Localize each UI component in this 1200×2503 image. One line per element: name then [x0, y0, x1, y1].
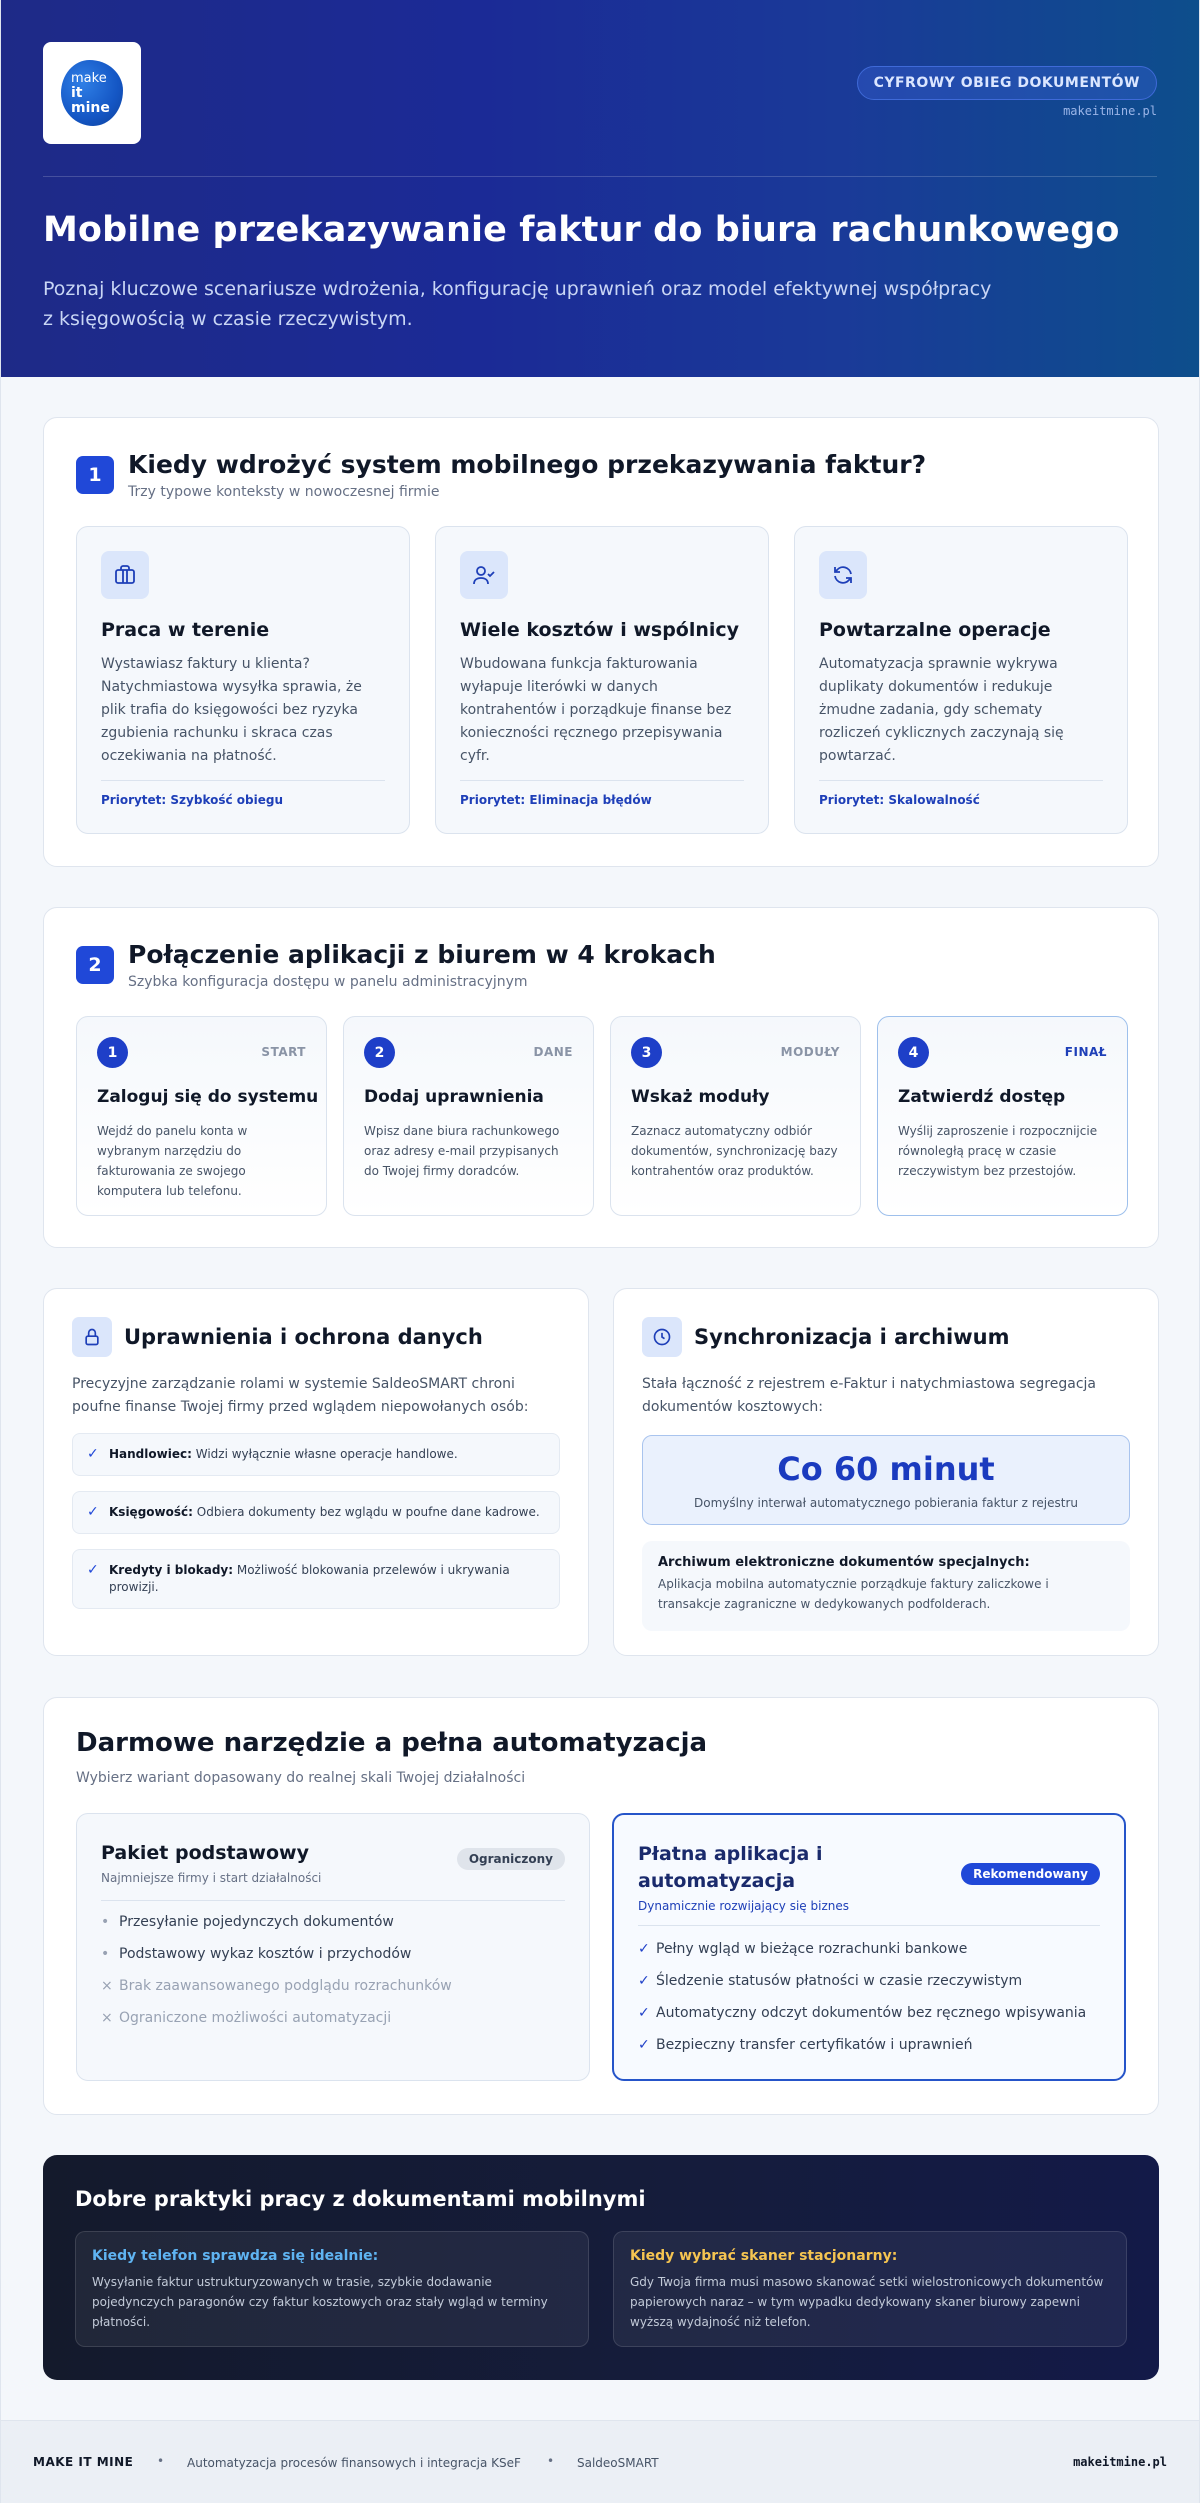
footer-separator: • — [547, 2454, 555, 2468]
plan-feature — [638, 1941, 967, 1957]
plan-feature — [638, 2005, 1086, 2021]
divider — [101, 780, 385, 781]
plan-name: Płatna aplikacja i automatyzacja — [638, 1843, 823, 1892]
feature-text: Automatyczny odczyt dokumentów bez ręcznego wpisywania — [656, 2005, 1087, 2021]
site-link[interactable]: makeitmine.pl — [1063, 104, 1157, 118]
footer-product: SaldeoSMART — [577, 2456, 659, 2470]
tip-phone — [75, 2231, 589, 2347]
archive-text: Aplikacja mobilna automatycznie porządkuje faktury zaliczkowe i transakcje zagraniczne w dedykowanych podfolderach. — [658, 1577, 1049, 1611]
plan-feature — [101, 1978, 452, 1994]
section-contexts — [43, 417, 1159, 867]
permissions-card — [43, 1288, 589, 1656]
divider — [43, 176, 1157, 177]
plan-basic[interactable] — [76, 1813, 590, 2081]
refresh-icon — [819, 551, 867, 599]
step-card-3 — [610, 1016, 861, 1216]
step-card-4 — [877, 1016, 1128, 1216]
divider — [638, 1925, 1100, 1926]
permission-label: Kredyty i blokady: — [109, 1563, 234, 1577]
divider — [819, 780, 1103, 781]
feature-text: Ograniczone możliwości automatyzacji — [119, 2010, 392, 2026]
section-number: 2 — [76, 946, 114, 984]
step-number: 3 — [631, 1037, 662, 1068]
step-card-2 — [343, 1016, 594, 1216]
permission-text: Widzi wyłącznie własne operacje handlowe. — [195, 1447, 458, 1461]
plan-subtitle: Najmniejsze firmy i start działalności — [101, 1871, 322, 1885]
context-card-costs — [435, 526, 769, 834]
feature-text: Brak zaawansowanego podglądu rozrachunków — [119, 1978, 452, 1994]
plan-feature — [101, 2010, 391, 2026]
section-title: Dobre praktyki pracy z dokumentami mobilnymi — [75, 2187, 646, 2211]
permission-item — [72, 1491, 560, 1534]
check-icon: ✓ — [87, 1446, 99, 1462]
footer-site-link[interactable]: makeitmine.pl — [1073, 2455, 1167, 2469]
check-icon: ✓ — [638, 2037, 650, 2053]
logo-line-3: mine — [71, 99, 110, 116]
tip-text: Gdy Twoja firma musi masowo skanować setki wielostronicowych dokumentów papierowych naraz – w tym wypadku dedykowany skaner biurowy zapewni wyższą wydajność niż telefon. — [630, 2275, 1104, 2329]
step-tag: MODUŁY — [780, 1045, 840, 1059]
permission-text: Odbiera dokumenty bez wglądu w poufne dane kadrowe. — [196, 1505, 540, 1519]
permission-item — [72, 1433, 560, 1476]
logo-mark — [61, 60, 123, 126]
feature-text: Bezpieczny transfer certyfikatów i uprawnień — [656, 2037, 973, 2053]
plan-badge: Ograniczony — [457, 1848, 565, 1870]
page-title: Mobilne przekazywanie faktur do biura rachunkowego — [43, 210, 1120, 250]
divider — [460, 780, 744, 781]
archive-note — [642, 1541, 1130, 1631]
plan-feature — [638, 1973, 1022, 1989]
feature-text: Pełny wgląd w bieżące rozrachunki bankowe — [656, 1941, 968, 1957]
category-badge: CYFROWY OBIEG DOKUMENTÓW — [857, 66, 1157, 100]
step-text: Zaznacz automatyczny odbiór dokumentów, synchronizację bazy kontrahentów oraz produktów. — [631, 1124, 838, 1178]
footer-separator: • — [157, 2454, 165, 2468]
divider — [101, 1900, 565, 1901]
user-check-icon — [460, 551, 508, 599]
bullet-icon: • — [101, 1914, 110, 1930]
best-practices — [43, 2155, 1159, 2380]
tip-title: Kiedy telefon sprawdza się idealnie: — [92, 2248, 379, 2264]
hero-header — [1, 0, 1199, 377]
check-icon: ✓ — [638, 2005, 650, 2021]
interval-caption: Domyślny interwał automatycznego pobierania faktur z rejestru — [694, 1496, 1078, 1510]
context-text: Automatyzacja sprawnie wykrywa duplikaty dokumentów i redukuje żmudne zadania, gdy schematy rozliczeń cyklicznych zaczynają się powtarzać. — [819, 656, 1064, 764]
context-text: Wystawiasz faktury u klienta? Natychmiastowa wysyłka sprawia, że plik trafia do księgowości bez ryzyka zgubienia rachunku i skraca czas oczekiwania na płatność. — [101, 656, 362, 764]
step-text: Wpisz dane biura rachunkowego oraz adresy e-mail przypisanych do Twojej firmy doradców. — [364, 1124, 560, 1178]
sync-card — [613, 1288, 1159, 1656]
section-subtitle: Trzy typowe konteksty w nowoczesnej firmie — [128, 484, 440, 500]
permission-label: Handlowiec: — [109, 1447, 192, 1461]
permission-text: Możliwość blokowania przelewów i ukrywania prowizji. — [109, 1563, 510, 1594]
card-description: Stała łączność z rejestrem e-Faktur i natychmiastowa segregacja dokumentów kosztowych: — [642, 1376, 1096, 1415]
permission-item — [72, 1549, 560, 1609]
section-subtitle: Wybierz wariant dopasowany do realnej skali Twojej działalności — [76, 1770, 526, 1786]
step-number: 4 — [898, 1037, 929, 1068]
check-icon: ✓ — [638, 1941, 650, 1957]
step-title: Wskaż moduły — [631, 1087, 770, 1107]
step-tag: DANE — [533, 1045, 573, 1059]
logo-line-2: it — [71, 84, 83, 101]
footer-tagline: Automatyzacja procesów finansowych i integracja KSeF — [187, 2456, 521, 2470]
section-title: Darmowe narzędzie a pełna automatyzacja — [76, 1728, 708, 1758]
recommended-badge: Rekomendowany — [961, 1863, 1100, 1885]
card-title: Synchronizacja i archiwum — [694, 1325, 1010, 1349]
section-plans — [43, 1697, 1159, 2115]
context-priority: Priorytet: Skalowalność — [819, 793, 980, 807]
cross-icon: × — [101, 2010, 113, 2026]
plan-feature — [101, 1946, 411, 1962]
section-title: Połączenie aplikacji z biurem w 4 krokach — [128, 940, 716, 969]
tip-title: Kiedy wybrać skaner stacjonarny: — [630, 2248, 898, 2264]
step-title: Zatwierdź dostęp — [898, 1087, 1066, 1107]
plan-name: Pakiet podstawowy — [101, 1842, 309, 1864]
clock-icon — [642, 1317, 682, 1357]
step-number: 2 — [364, 1037, 395, 1068]
context-title: Praca w terenie — [101, 619, 270, 641]
card-title: Uprawnienia i ochrona danych — [124, 1325, 483, 1349]
context-title: Wiele kosztów i wspólnicy — [460, 619, 740, 641]
feature-text: Śledzenie statusów płatności w czasie rzeczywistym — [656, 1973, 1023, 1989]
feature-text: Podstawowy wykaz kosztów i przychodów — [119, 1946, 412, 1962]
plan-feature — [101, 1914, 394, 1930]
plan-pro[interactable] — [612, 1813, 1126, 2081]
logo[interactable] — [43, 42, 141, 144]
section-number: 1 — [76, 456, 114, 494]
briefcase-icon — [101, 551, 149, 599]
section-title: Kiedy wdrożyć system mobilnego przekazywania faktur? — [128, 450, 927, 479]
section-subtitle: Szybka konfiguracja dostępu w panelu administracyjnym — [128, 974, 528, 990]
tip-scanner — [613, 2231, 1127, 2347]
plan-feature — [638, 2037, 973, 2053]
context-title: Powtarzalne operacje — [819, 619, 1051, 641]
check-icon: ✓ — [87, 1562, 99, 1578]
logo-line-1: make — [71, 70, 107, 86]
footer-brand: MAKE IT MINE — [33, 2455, 134, 2469]
bullet-icon: • — [101, 1946, 110, 1962]
context-priority: Priorytet: Szybkość obiegu — [101, 793, 283, 807]
interval-value: Co 60 minut — [777, 1450, 995, 1488]
feature-text: Przesyłanie pojedynczych dokumentów — [119, 1914, 394, 1930]
lock-icon — [72, 1317, 112, 1357]
context-priority: Priorytet: Eliminacja błędów — [460, 793, 652, 807]
step-number: 1 — [97, 1037, 128, 1068]
step-text: Wejdź do panelu konta w wybranym narzędziu do fakturowania ze swojego komputera lub telefonu. — [97, 1124, 248, 1198]
context-card-field-work — [76, 526, 410, 834]
context-text: Wbudowana funkcja fakturowania wyłapuje literówki w danych kontrahentów i porządkuje finanse bez konieczności ręcznego przepisywania cyfr. — [460, 656, 732, 764]
archive-title: Archiwum elektroniczne dokumentów specjalnych: — [658, 1555, 1030, 1570]
step-tag: FINAŁ — [1064, 1045, 1107, 1059]
step-card-1 — [76, 1016, 327, 1216]
step-text: Wyślij zaproszenie i rozpocznijcie równoległą pracę w czasie rzeczywistym bez przestojów. — [898, 1124, 1098, 1178]
tip-text: Wysyłanie faktur ustrukturyzowanych w trasie, szybkie dodawanie pojedynczych paragonów czy faktur kosztowych oraz stały wgląd w terminy płatności. — [92, 2275, 548, 2329]
permission-label: Księgowość: — [109, 1505, 193, 1519]
check-icon: ✓ — [87, 1504, 99, 1520]
plan-subtitle: Dynamicznie rozwijający się biznes — [638, 1899, 849, 1913]
step-tag: START — [261, 1045, 306, 1059]
interval-highlight — [642, 1435, 1130, 1525]
context-card-repeat — [794, 526, 1128, 834]
cross-icon: × — [101, 1978, 113, 1994]
step-title: Zaloguj się do systemu — [97, 1087, 319, 1107]
step-title: Dodaj uprawnienia — [364, 1087, 544, 1107]
page-subtitle: Poznaj kluczowe scenariusze wdrożenia, konfigurację uprawnień oraz model efektywnej współpracy z księgowością w czasie rzeczywistym. — [43, 278, 992, 330]
card-description: Precyzyjne zarządzanie rolami w systemie SaldeoSMART chroni poufne finanse Twojej firmy przed wglądem niepowołanych osób: — [72, 1376, 529, 1415]
footer — [1, 2420, 1199, 2503]
section-steps — [43, 907, 1159, 1248]
check-icon: ✓ — [638, 1973, 650, 1989]
